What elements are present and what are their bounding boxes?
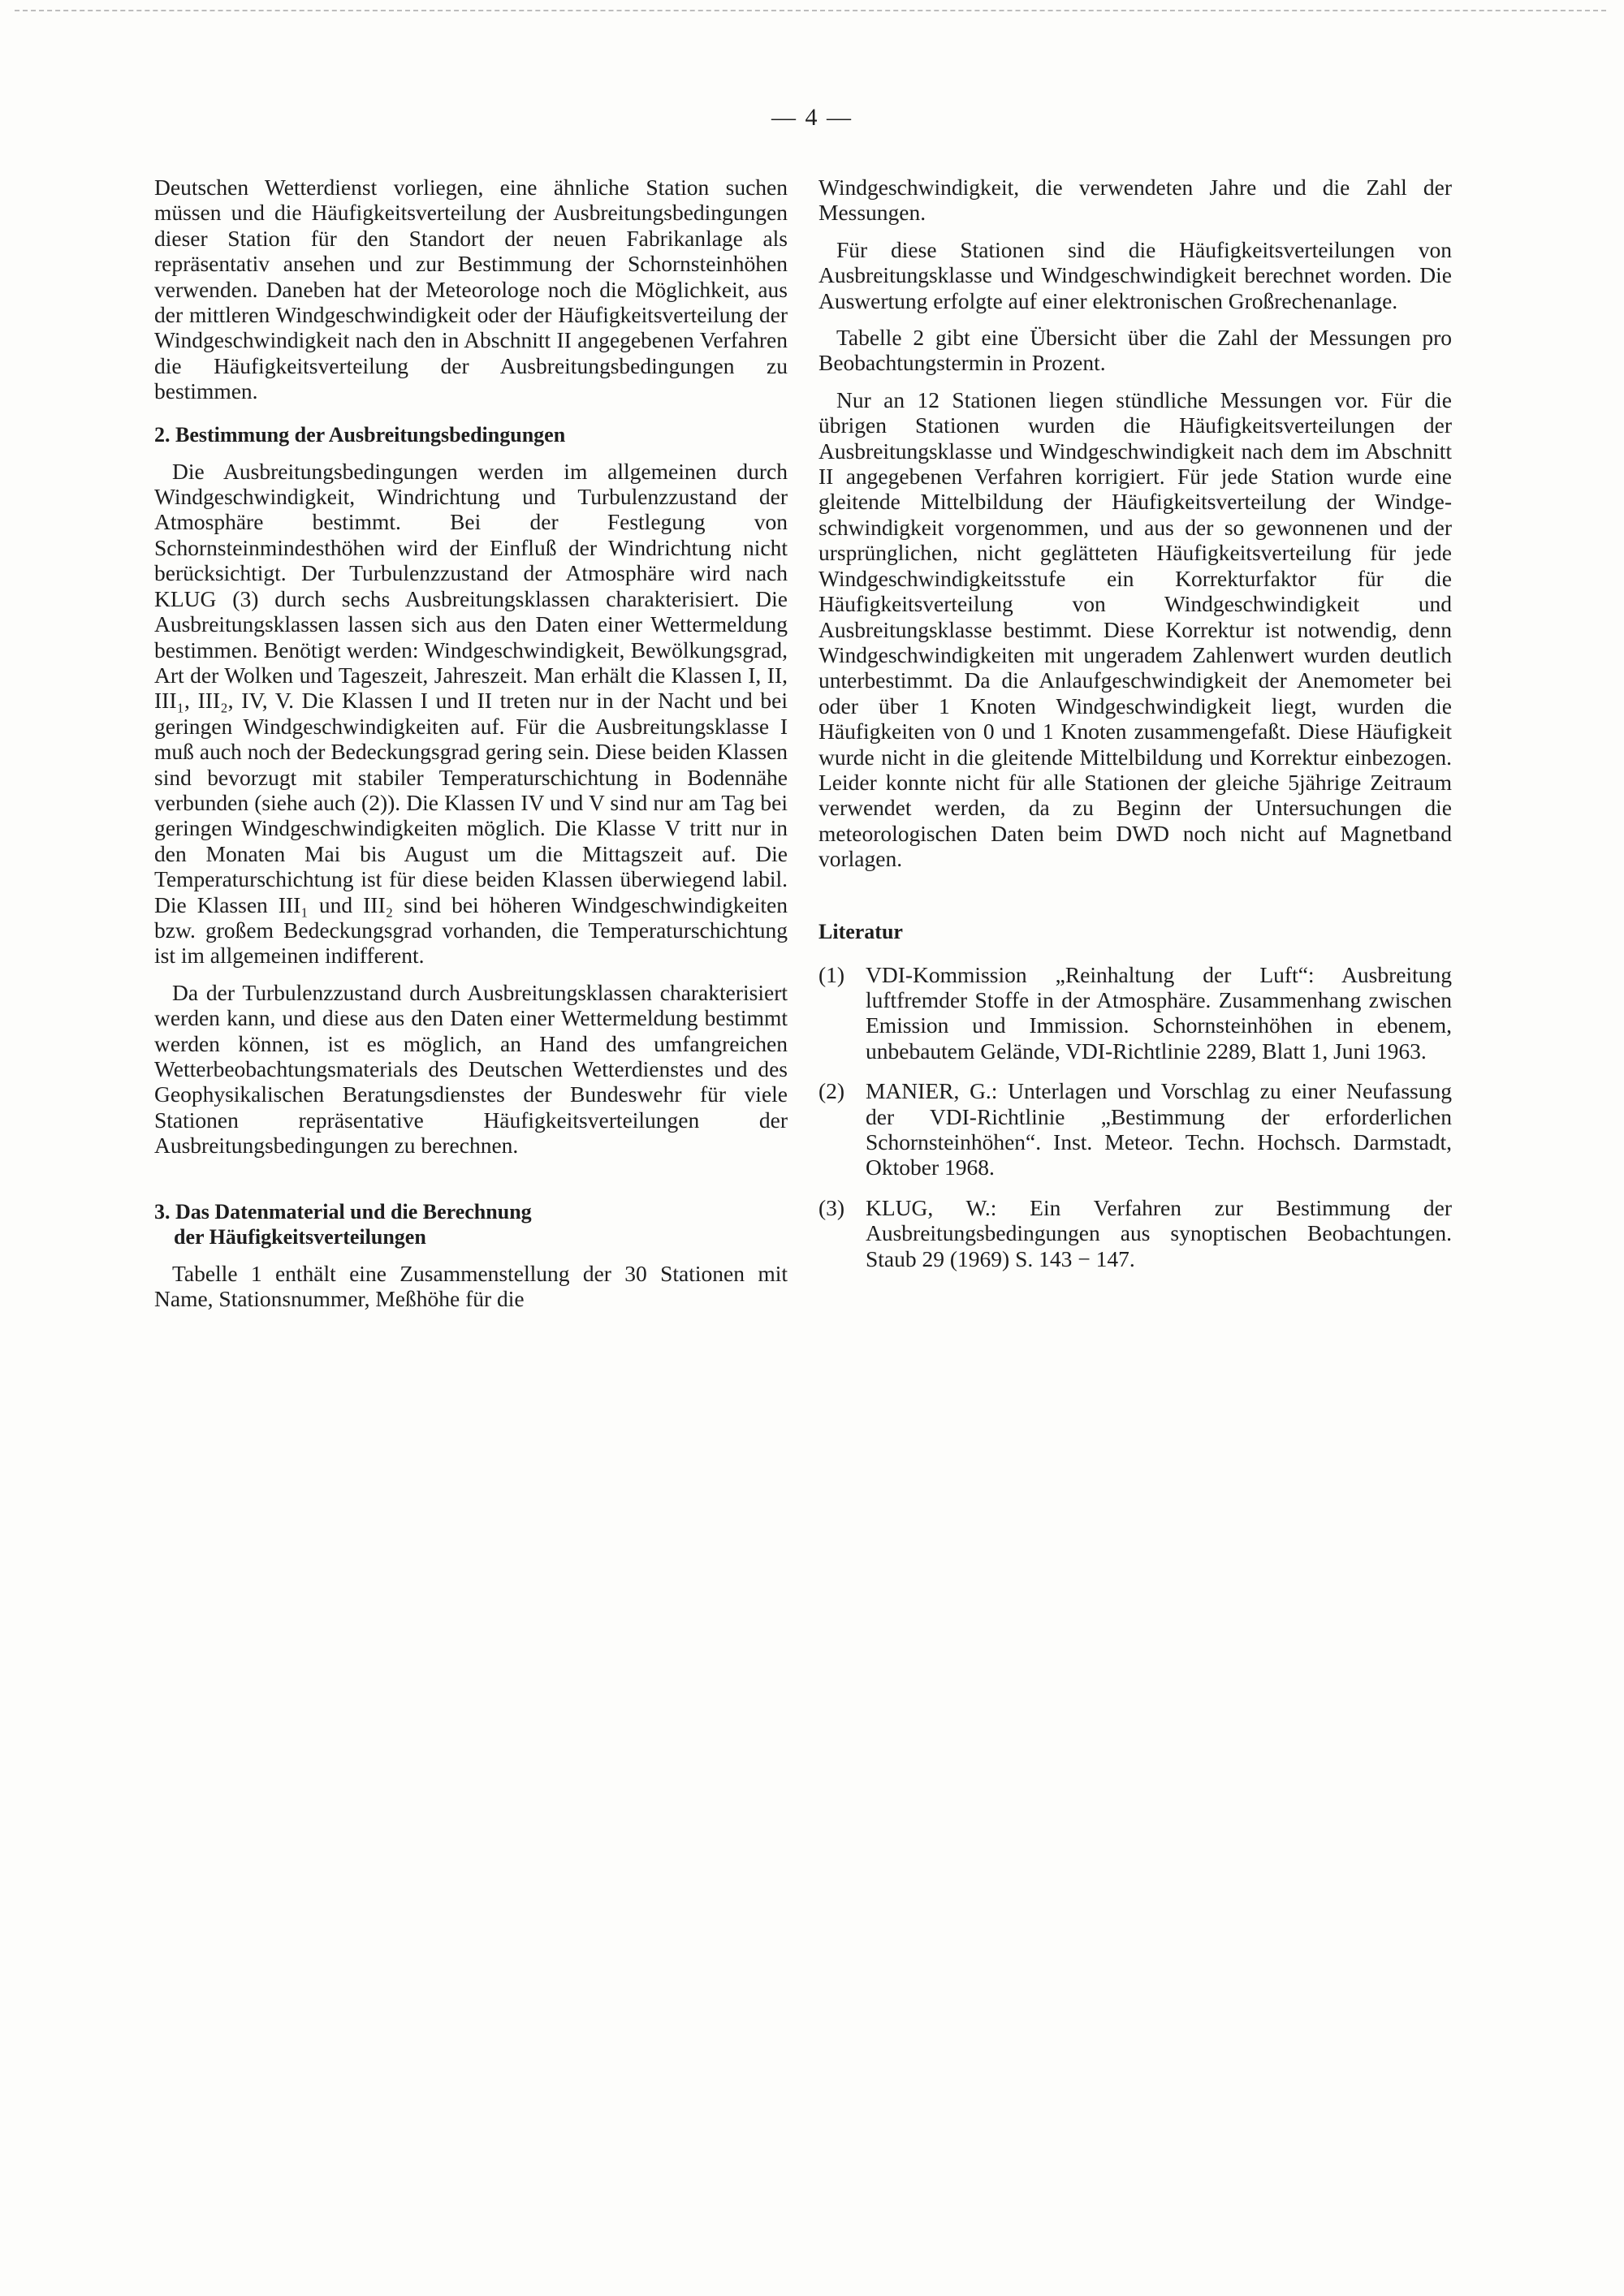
reference-number: (1)	[818, 961, 845, 987]
paragraph-tabelle-2: Tabelle 2 gibt eine Übersicht über die Zahl der Messungen pro Beobachtungstermin in Prozent.	[818, 325, 1452, 376]
reference-number: (2)	[818, 1078, 845, 1104]
reference-text: KLUG, W.: Ein Verfahren zur Bestimmung der Ausbreitungsbedingungen aus synoptischen Beobachtungen. Staub 29 (1969) S. 143 − 147.	[866, 1194, 1452, 1271]
reference-item	[818, 1078, 1452, 1180]
paragraph-continuation: Deutschen Wetterdienst vorliegen, eine ähnliche Station suchen müssen und die Häufigkeitsverteilung der Ausbreitungsbedingungen dieser Station für den Standort der neuen Fabrikanlage als repräsentativ ansehen und zur Bestimmung der Schornsteinhöhen verwenden. Daneben hat der Meteorologe noch die Möglichkeit, aus der mittleren Windgeschwindigkeit oder der Häufigkeitsverteilung der Windgeschwindigkeit nach den in Abschnitt II angegebenen Verfahren die Häufigkeitsverteilung der Ausbreitungsbedingungen zu bestimmen.	[154, 175, 788, 404]
section-heading-3	[154, 1199, 788, 1249]
section-heading-3-line2: der Häufigkeitsverteilungen	[174, 1224, 426, 1249]
right-column	[818, 175, 1452, 1286]
paragraph-ausbreitungsbedingungen: Die Ausbreitungsbedingungen werden im allgemeinen durch Windgeschwindigkeit, Windrichtung und Turbulenzzustand der Atmosphäre bestimmt. Bei der Festlegung von Schornsteinmindesthöhen wird der Einfluß der Windrichtung nicht berücksichtigt. Der Turbulenzzustand der Atmosphäre wird nach KLUG (3) durch sechs Ausbreitungsklassen charakterisiert. Die Ausbreitungsklassen lassen sich aus den Daten einer Wettermeldung bestimmen. Benötigt werden: Windgeschwindigkeit, Bewölkungsgrad, Art der Wolken und Tageszeit, Jahreszeit. Man erhält die Klassen I, II, III₁, III₂, IV, V. Die Klassen I und II treten nur in der Nacht und bei geringen Windgeschwindigkeiten auf. Für die Ausbreitungsklasse I muß auch noch der Bedeckungsgrad gering sein. Diese beiden Klassen sind bevorzugt mit stabiler Temperaturschichtung in Bodennähe verbunden (siehe auch (2)). Die Klassen IV und V sind nur am Tag bei geringen Windgeschwindigkeiten möglich. Die Klasse V tritt nur in den Monaten Mai bis August um die Mittagszeit auf. Die Temperaturschichtung ist für diese beiden Klassen überwiegend labil. Die Klassen III₁ und III₂ sind bei höheren Windgeschwindigkeiten bzw. großem Bedeckungsgrad vorhanden, die Temperaturschichtung ist im allgemeinen indifferent.	[154, 458, 788, 969]
paragraph-turbulenzzustand: Da der Turbulenzzustand durch Ausbreitungsklassen charakterisiert werden kann, und diese aus den Daten einer Wettermeldung bestimmt werden können, ist es möglich, an Hand des umfangreichen Wetterbeobachtungsmaterials des Deutschen Wetterdienstes und des Geophysikalischen Beratungsdienstes der Bundeswehr für viele Stationen repräsentative Häufigkeitsverteilungen der Ausbreitungsbedingungen zu berechnen.	[154, 979, 788, 1159]
paragraph-continuation-right: Windgeschwindigkeit, die verwendeten Jahre und die Zahl der Messungen.	[818, 175, 1452, 226]
left-column	[154, 175, 788, 1323]
paragraph-stuendliche-messungen: Nur an 12 Stationen liegen stündliche Messungen vor. Für die übrigen Stationen wurden die Häufigkeitsverteilungen der Ausbreitungsklasse und Windgeschwindigkeit nach dem im Abschnitt II angegebenen Verfahren korrigiert. Für jede Station wurde eine gleitende Mittelbildung der Häufigkeitsverteilung der Windgeschwindigkeit vorgenommen, und aus der so gewonnenen und der ursprünglichen, nicht geglätteten Häufigkeitsverteilung für jede Windgeschwindigkeitsstufe ein Korrekturfaktor für die Häufigkeitsverteilung von Windgeschwindigkeit und Ausbreitungsklasse bestimmt. Diese Korrektur ist notwendig, denn Windgeschwindigkeiten mit ungeradem Zahlenwert wurden deutlich unterbestimmt. Da die Anlaufgeschwindigkeit der Anemometer bei oder über 1 Knoten Windgeschwindigkeit liegt, wurden die Häufigkeiten von 0 und 1 Knoten zusammengefaßt. Diese Häufigkeit wurde nicht in die gleitende Mittelbildung und Korrektur einbezogen. Leider konnte nicht für alle Stationen der gleiche 5jährige Zeitraum verwendet werden, da zu Beginn der Untersuchungen die meteorologischen Daten beim DWD noch nicht auf Magnetband vorlagen.	[818, 386, 1452, 872]
section-heading-3-line1: 3. Das Datenmaterial und die Berechnung	[154, 1199, 532, 1224]
reference-text: VDI-Kommission „Reinhaltung der Luft“: Ausbreitung luftfremder Stoffe in der Atmosphäre. Zusammenhang zwischen Emission und Immission. Schornsteinhöhen in ebenem, unbebautem Gelände, VDI-Richtlinie 2289, Blatt 1, Juni 1963.	[866, 961, 1452, 1064]
page-number: — 4 —	[771, 104, 853, 131]
literature-heading: Literatur	[818, 919, 903, 943]
reference-item	[818, 1195, 1452, 1271]
reference-text: MANIER, G.: Unterlagen und Vorschlag zu einer Neufassung der VDI-Richtlinie „Bestimmung der erforderlichen Schornsteinhöhen“. Inst. Meteor. Techn. Hochsch. Darmstadt, Oktober 1968.	[866, 1078, 1452, 1180]
paragraph-tabelle-1: Tabelle 1 enthält eine Zusammenstellung der 30 Stationen mit Name, Stationsnummer, Meßhöhe für die	[154, 1260, 788, 1312]
paragraph-haeufigkeitsverteilungen: Für diese Stationen sind die Häufigkeitsverteilungen von Ausbreitungsklasse und Windgeschwindigkeit berechnet worden. Die Auswertung erfolgte auf einer elektronischen Großrechenanlage.	[818, 236, 1452, 313]
reference-item	[818, 962, 1452, 1064]
reference-number: (3)	[818, 1194, 845, 1220]
section-heading-2: 2. Bestimmung der Ausbreitungsbedingungen	[154, 422, 566, 447]
scan-edge-line	[15, 10, 1606, 11]
